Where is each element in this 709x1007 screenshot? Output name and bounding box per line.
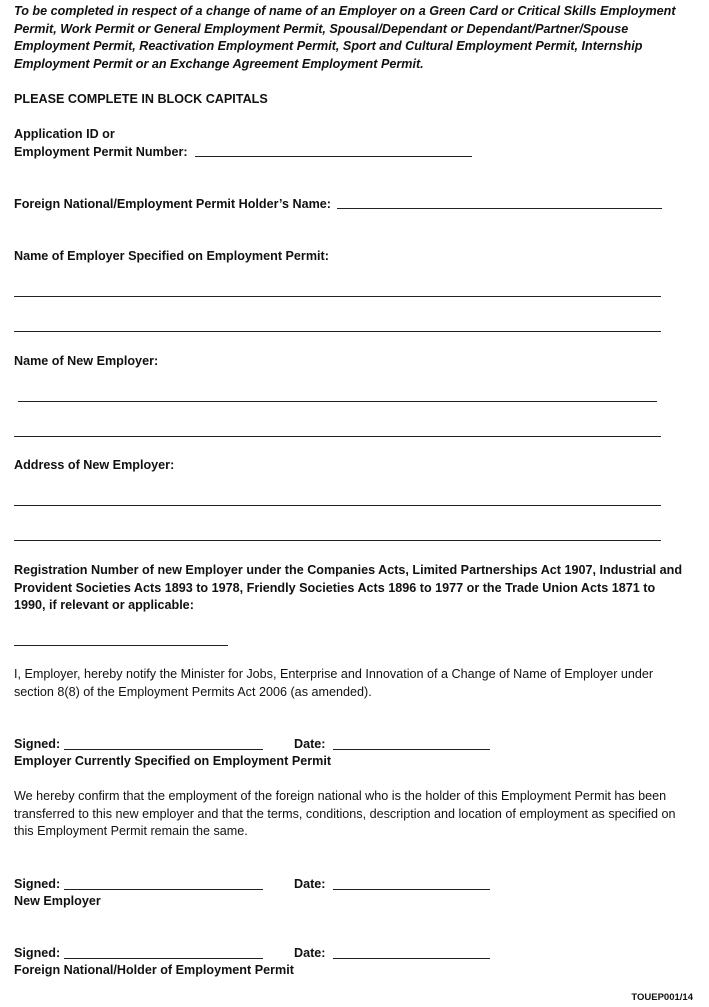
signatory-role: Foreign National/Holder of Employment Permit xyxy=(14,963,294,977)
application-id-field[interactable] xyxy=(195,156,472,157)
signature-field-new-employer[interactable] xyxy=(64,889,263,890)
signed-label: Signed: xyxy=(14,877,61,891)
signature-field-permit-holder[interactable] xyxy=(64,958,263,959)
date-field-current-employer[interactable] xyxy=(333,749,490,750)
application-id-label-line2: Employment Permit Number: xyxy=(14,145,188,159)
holder-name-field[interactable] xyxy=(337,208,662,209)
declaration-text: I, Employer, hereby notify the Minister for Jobs, Enterprise and Innovation of a Change of Name of Employer under section 8(8) of the Employment Permits Act 2006 (as amended). xyxy=(14,667,654,699)
new-employer-field-line1[interactable] xyxy=(18,401,657,402)
signed-label: Signed: xyxy=(14,737,61,751)
signature-field-current-employer[interactable] xyxy=(64,749,263,750)
current-employer-field-line2[interactable] xyxy=(14,331,661,332)
registration-number-field[interactable] xyxy=(14,645,228,646)
current-employer-field-line1[interactable] xyxy=(14,296,661,297)
address-field-line2[interactable] xyxy=(14,540,661,541)
date-label: Date: xyxy=(294,877,326,891)
application-id-label-line1: Application ID or xyxy=(14,127,115,141)
intro-text: To be completed in respect of a change of name of an Employer on a Green Card or Critical Skills Employment Permit, Work Permit or General Employment Permit, Spousal/Dependant or Dependant/Partner/Spouse Employment Permit, Reactivation Employment Permit, Sport and Cultural Employment Permit, Internship Employment Permit or an Exchange Agreement Employment Permit. xyxy=(14,4,676,71)
date-label: Date: xyxy=(294,737,326,751)
block-capitals-note: PLEASE COMPLETE IN BLOCK CAPITALS xyxy=(14,92,268,106)
confirmation-text: We hereby confirm that the employment of the foreign national who is the holder of this Employment Permit has been transferred to this new employer and that the terms, conditions, description and location of employment as specified on this Employment Permit remain the same. xyxy=(14,789,676,838)
address-field-line1[interactable] xyxy=(14,505,661,506)
date-field-permit-holder[interactable] xyxy=(333,958,490,959)
new-employer-field-line2[interactable] xyxy=(14,436,661,437)
holder-name-label: Foreign National/Employment Permit Holder’s Name: xyxy=(14,197,332,211)
current-employer-label: Name of Employer Specified on Employment Permit: xyxy=(14,249,329,263)
new-employer-address-label: Address of New Employer: xyxy=(14,458,175,472)
registration-label: Registration Number of new Employer under the Companies Acts, Limited Partnerships Act 1907, Industrial and Provident Societies Acts 1893 to 1978, Friendly Societies Acts 1896 to 1977 or the Trade Union Acts 1871 to 1990, if relevant or applicable: xyxy=(14,563,683,612)
signatory-role: New Employer xyxy=(14,894,101,908)
signed-label: Signed: xyxy=(14,946,61,960)
form-code: TOUEP001/14 xyxy=(631,992,693,1003)
new-employer-label: Name of New Employer: xyxy=(14,354,159,368)
signatory-role: Employer Currently Specified on Employment Permit xyxy=(14,754,332,768)
date-label: Date: xyxy=(294,946,326,960)
date-field-new-employer[interactable] xyxy=(333,889,490,890)
